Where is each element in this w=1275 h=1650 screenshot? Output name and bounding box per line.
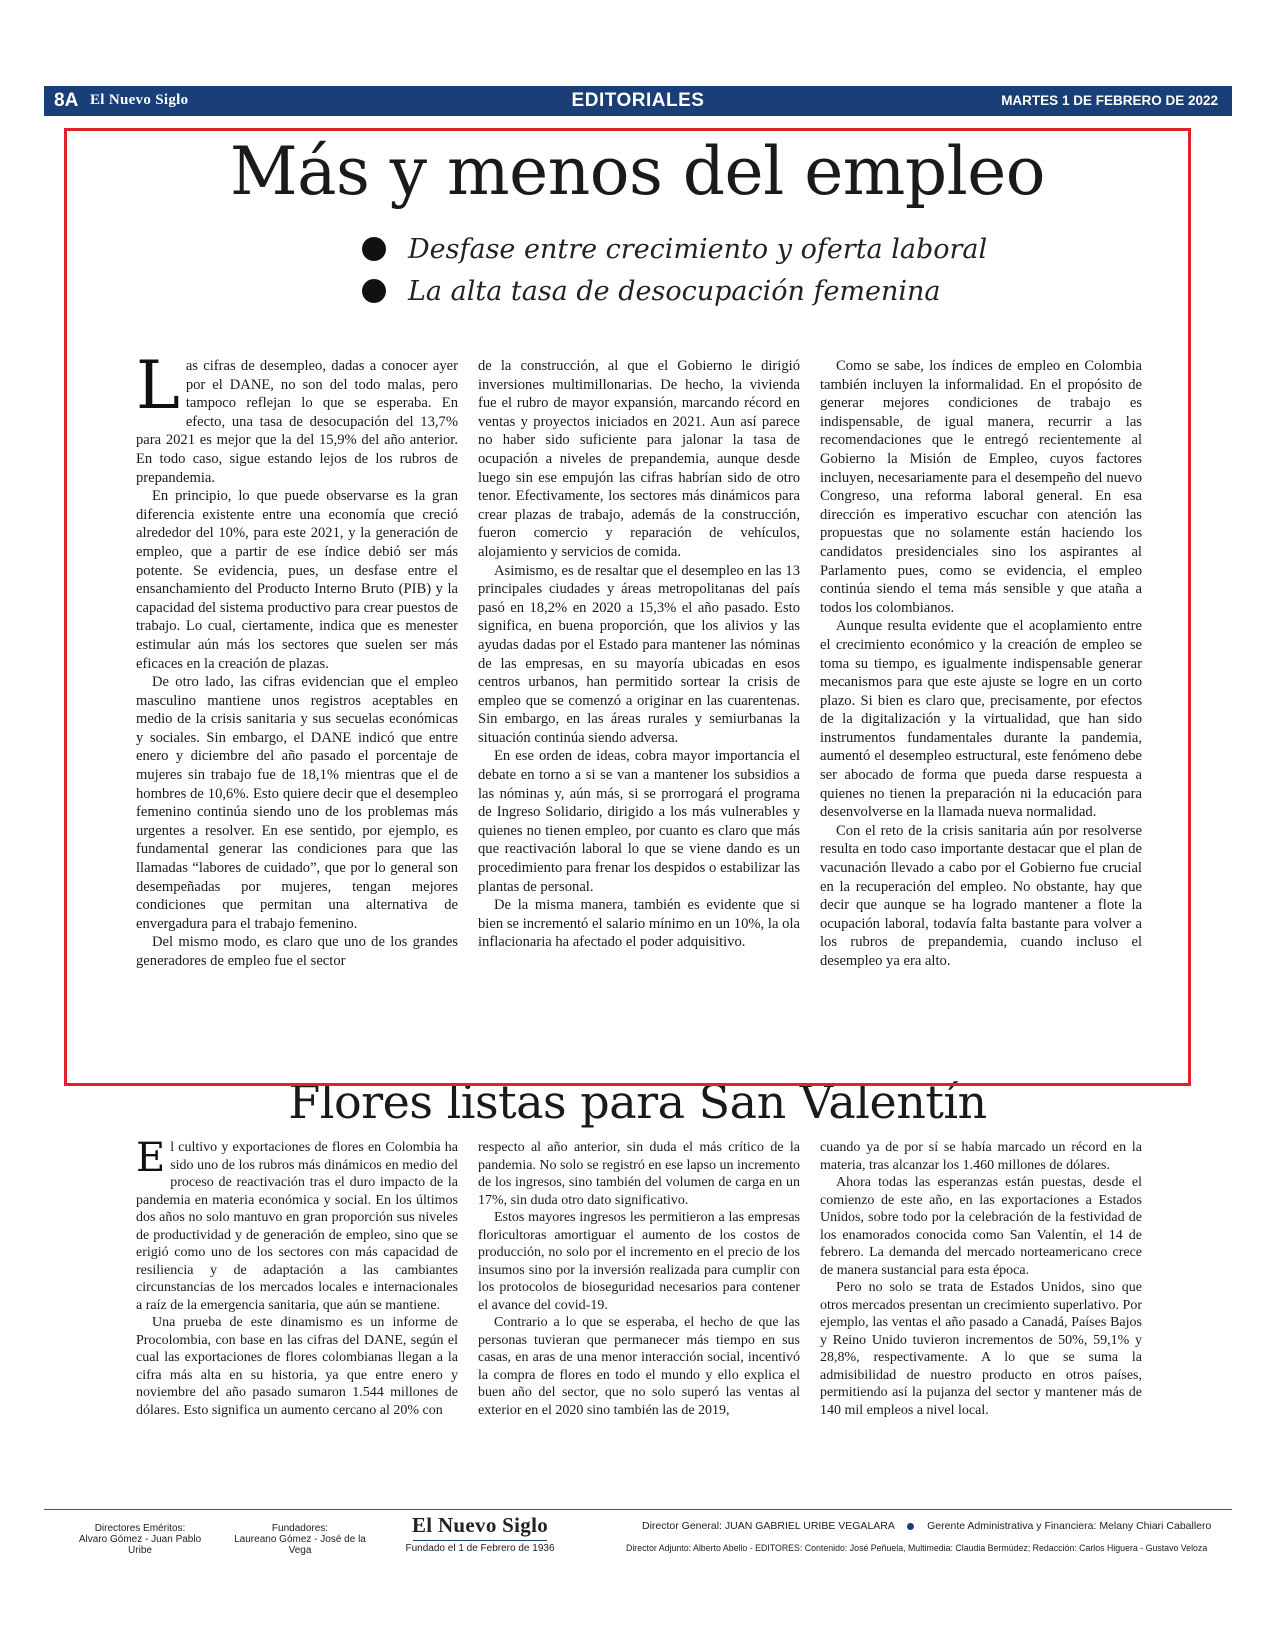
- paragraph: cuando ya de por sí se había marcado un récord en la materia, tras alcanzar los 1.460 millones de dólares.: [820, 1140, 1142, 1173]
- paragraph: Ahora todas las esperanzas están puestas, desde el comienzo de este año, en las exportaciones a Estados Unidos, sobre todo por la celebración de la festividad de los enamorados conocida como San Valentín, el 14 de febrero. La demanda del mercado norteamericano crece de manera sustancial para esta época.: [820, 1175, 1142, 1278]
- separator-dot-icon: [907, 1523, 914, 1530]
- drop-cap: E: [136, 1135, 166, 1181]
- footer-staff-line-1: [642, 1520, 1222, 1532]
- article2-column-2: [478, 1139, 800, 1419]
- paragraph: Del mismo modo, es claro que uno de los grandes generadores de empleo fue el sector: [136, 934, 458, 969]
- paragraph: Aunque resulta evidente que el acoplamiento entre el crecimiento económico y la creación de empleo se toma su tiempo, es igualmente indispensable generar mecanismos para que este ajuste se logre en un corto plazo. Si bien es claro que, precisamente, por efectos de la digitalización y la virtualidad, que han sido instrumentos fundamentales durante la pandemia, aumentó el desempleo estructural, este fenómeno debe ser abocado de forma que pueda darse respuesta a quienes no tienen la preparación ni la educación para desenvolverse en la llamada nueva normalidad.: [820, 618, 1142, 821]
- paragraph: Una prueba de este dinamismo es un informe de Procolombia, con base en las cifras del DANE, según el cual las exportaciones de flores colombianas llegan a la cifra más alta en su historia, ya que entre enero y noviembre del año pasado sumaron 1.544 millones de dólares. Esto significa un aumento cercano al 20% con: [136, 1315, 458, 1418]
- paragraph: Asimismo, es de resaltar que el desempleo en las 13 principales ciudades y áreas metropolitanas del país pasó en 18,2% en 2020 a 15,3% el año pasado. Esto significa, en buena proporción, que los alivios y las ayudas dadas por el Estado para mantener las nóminas de las empresas, en su mayoría ubicadas en esos centros urbanos, han permitido sortear la crisis de empleo que se comenzó a originar en las cuarentenas. Sin embargo, en las áreas rurales y semiurbanas la situación continúa siendo adversa.: [478, 562, 800, 746]
- paragraph: Con el reto de la crisis sanitaria aún por resolverse resulta en todo caso importante destacar que el plan de vacunación llevado a cabo por el Gobierno fue crucial en la recuperación del empleo. No obstante, hay que decir que aunque se ha logrado mantener a flote la ocupación laboral, todavía falta bastante para volver a los rubros de prepandemia, cuando incluso el desempleo ya era alto.: [820, 822, 1142, 969]
- selection-highlight-box: [64, 128, 1191, 1086]
- gerente-name: Melany Chiari Caballero: [1099, 1520, 1212, 1532]
- fundadores-names: Laureano Gómez - José de la Vega: [234, 1534, 366, 1556]
- footer-staff-line-2: Director Adjunto: Alberto Abello - EDITORES: Contenido: José Peñuela, Multimedia: Claudia Bermúdez; Redacción: Carlos Higuera - Gustavo Veloza: [626, 1543, 1208, 1553]
- subhead-text: La alta tasa de desocupación femenina: [408, 275, 941, 307]
- fundadores-label: Fundadores:: [271, 1523, 329, 1534]
- directores-names: Alvaro Gómez - Juan Pablo Uribe: [78, 1534, 202, 1556]
- page-header-bar: [44, 86, 1232, 116]
- paragraph: Las cifras de desempleo, dadas a conocer ayer por el DANE, no son del todo malas, pero tampoco reflejan lo que se esperaba. En efecto, una tasa de desocupación del 13,7% para 2021 es mejor que la del 15,9% del año anterior. En todo caso, sigue estando lejos de los rubros de prepandemia.: [136, 347, 458, 486]
- footer-masthead: [405, 1513, 555, 1554]
- paragraph: Contrario a lo que se esperaba, el hecho de que las personas tuvieran que permanecer más tiempo en sus casas, en aras de una menor interacción social, incentivó la compra de flores en todo el mundo y ello explica el buen año del sector, que no solo superó las ventas al exterior en el 2020 sino también las de 2019,: [478, 1315, 800, 1418]
- paragraph: Como se sabe, los índices de empleo en Colombia también incluyen la informalidad. En el propósito de generar mejores condiciones de trabajo es indispensable, de igual manera, recurrir a las recomendaciones que le entregó recientemente al Gobierno la Misión de Empleo, cuyos factores incluyen, necesariamente para el desempeño del nuevo Congreso, una reforma laboral general. En esa dirección es imperativo escuchar con atención las propuestas que no solamente están haciendo los candidatos presidenciales sino los aspirantes al Parlamento pues, como se evidencia, el empleo continúa siendo el tema más sensible y que ataña a todos los colombianos.: [820, 358, 1142, 616]
- masthead-brand: El Nuevo Siglo: [90, 92, 189, 108]
- directores-label: Directores Eméritos:: [94, 1523, 186, 1534]
- section-title: EDITORIALES: [571, 90, 705, 111]
- footer-brand: El Nuevo Siglo: [411, 1513, 549, 1537]
- article1-headline: Más y menos del empleo: [230, 133, 1045, 210]
- paragraph: En ese orden de ideas, cobra mayor importancia el debate en torno a si se van a mantener los subsidios a las nóminas y, aún más, si se prorrogará el programa de Ingreso Solidario, dirigido a los más vulnerables y quienes no tienen empleo, por cuanto es claro que más que reactivación laboral lo que se viene dando es un procedimiento para frenar los despidos o estabilizar las plantas de personal.: [478, 748, 800, 895]
- drop-cap: L: [136, 347, 180, 424]
- issue-date: MARTES 1 DE FEBRERO DE 2022: [1001, 93, 1218, 108]
- paragraph: De otro lado, las cifras evidencian que el empleo masculino mantiene unos registros aceptables en medio de la crisis sanitaria y sus secuelas económicas y sociales. Sin embargo, el DANE indicó que entre enero y diciembre del año pasado el porcentaje de mujeres sin trabajo fue de 18,1% mientras que el de hombres de 10,6%. Esto quiere decir que el desempleo femenino continúa siendo uno de los problemas más urgentes a resolver. En ese sentido, por ejemplo, es fundamental generar las condiciones para que las llamadas “labores de cuidado”, que por lo general son desempeñadas por mujeres, tengan mejores condiciones que permitan una alternativa de envergadura para el trabajo femenino.: [136, 674, 458, 932]
- brand-rule: [413, 1540, 547, 1541]
- footer-fundadores: [225, 1523, 375, 1556]
- footer-divider: [44, 1509, 1232, 1510]
- paragraph: Estos mayores ingresos les permitieron a las empresas floricultoras amortiguar el aumento de los costos de producción, no solo por el incremento en el precio de los insumos sino por la inversión realizada para cumplir con los protocolos de bioseguridad necesarios para contener el avance del covid-19.: [478, 1210, 800, 1313]
- article2-column-1: [136, 1135, 458, 1419]
- paragraph: Pero no solo se trata de Estados Unidos, sino que otros mercados presentan un crecimiento superlativo. Por ejemplo, las ventas el año pasado a Canadá, Países Bajos y Reino Unido tuvieron incrementos de 50%, 59,1% y 28,8%, respectivamente. A lo que se suma la admisibilidad de nuestro producto en otros países, permitiendo así la pujanza del sector y mantener más de 140 mil empleos a nivel local.: [820, 1280, 1142, 1418]
- page-number: 8A: [54, 90, 79, 111]
- paragraph: En principio, lo que puede observarse es la gran diferencia existente entre una economía que creció alrededor del 10%, para este 2021, y la generación de empleo, que a partir de ese índice debió ser más potente. Se evidencia, pues, un desfase entre el ensanchamiento del Producto Interno Bruto (PIB) y la capacidad del sistema productivo para crear puestos de trabajo. Lo cual, ciertamente, indica que es menester estimular aún más los sectores que suelen ser más eficaces en la creación de plazas.: [136, 488, 458, 672]
- director-general-label: Director General:: [642, 1520, 722, 1532]
- subhead-text: Desfase entre crecimiento y oferta laboral: [408, 233, 988, 265]
- founded-date: Fundado el 1 de Febrero de 1936: [405, 1543, 555, 1554]
- article2-headline: Flores listas para San Valentín: [288, 1075, 987, 1129]
- article2-column-3: [820, 1139, 1142, 1419]
- gerente-label: Gerente Administrativa y Financiera:: [927, 1520, 1097, 1532]
- paragraph: respecto al año anterior, sin duda el más crítico de la pandemia. No solo se registró en ese lapso un incremento de los ingresos, sino también del volumen de carga en un 17%, sin duda otro dato significativo.: [478, 1140, 800, 1208]
- director-general-name: JUAN GABRIEL URIBE VEGALARA: [724, 1520, 895, 1532]
- paragraph: de la construcción, al que el Gobierno le dirigió inversiones multimillonarias. De hecho, la vivienda fue el rubro de mayor expansión, marcando récord en ventas y proyectos iniciados en 2021. Aun así parece no haber sido suficiente para jalonar la tasa de ocupación a niveles de prepandemia, aunque desde luego sin ese empujón las cifras habrían sido de otro tenor. Efectivamente, los sectores más dinámicos para crear plazas de trabajo, además de la construcción, fueron comercio y reparación de vehículos, alojamiento y servicios de comida.: [478, 358, 800, 560]
- paragraph: De la misma manera, también es evidente que si bien se incrementó el salario mínimo en un 10%, la ola inflacionaria ha afectado el poder adquisitivo.: [478, 897, 800, 951]
- footer-directores: [70, 1523, 210, 1556]
- paragraph: El cultivo y exportaciones de flores en Colombia ha sido uno de los rubros más dinámicos en medio del proceso de reactivación tras el duro impacto de la pandemia en materia económica y social. En los últimos dos años no solo mantuvo en gran proporción sus niveles de productividad y de generación de empleo, sino que se erigió como uno de los sectores con más capacidad de resiliencia y de adaptación a las cambiantes circunstancias de los mercados locales e internacionales a raíz de la emergencia sanitaria, que aún se mantiene.: [136, 1135, 458, 1313]
